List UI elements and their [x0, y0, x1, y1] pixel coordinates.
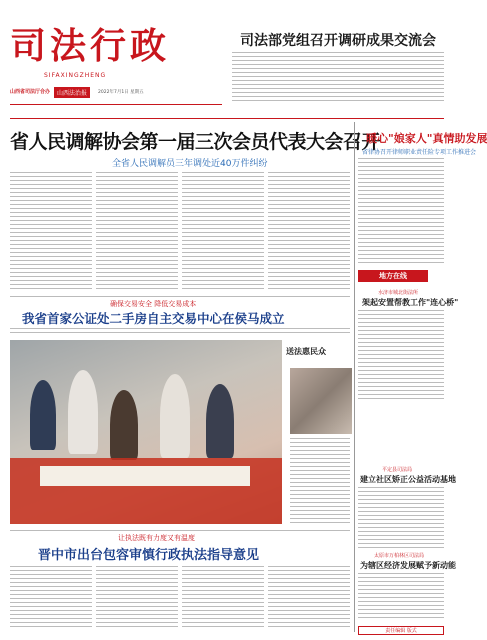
lead-subheadline: 全省人民调解员三年调处近40万件纠纷: [112, 159, 268, 169]
top-story-title[interactable]: 司法部党组召开调研成果交流会: [240, 33, 436, 49]
section-rule-top: [10, 118, 444, 119]
masthead-rule: [10, 104, 222, 105]
lead-body-col-4: [268, 172, 350, 292]
bottom-body-col-4: [268, 566, 350, 632]
masthead-chip: 山西法治报: [54, 87, 90, 98]
bottom-body-col-1: [10, 566, 92, 632]
side-story-subtitle: 省律协召开律师职业责任险专项工作推进会: [362, 149, 477, 156]
masthead-publisher: 山西省司法厅合办: [10, 89, 51, 95]
right-story-2-body: [358, 487, 444, 551]
right-story-3-title[interactable]: 为辖区经济发展赋予新动能: [360, 561, 456, 570]
bottom-body-col-2: [96, 566, 178, 632]
middle-headline[interactable]: 我省首家公证处二手房自主交易中心在侯马成立: [22, 311, 285, 326]
local-online-badge: 地方在线: [358, 270, 428, 282]
top-story-body: [232, 52, 444, 106]
event-photo: [10, 340, 282, 524]
masthead-logo-sub: SIFAXINGZHENG: [44, 72, 107, 79]
right-story-1-body: [358, 310, 444, 402]
right-story-1-kicker: 水济市城北街法所: [378, 290, 419, 296]
column-photo: [290, 368, 352, 434]
side-story-title[interactable]: 暖心"娘家人"真情助发展: [366, 132, 487, 145]
lead-body-col-3: [182, 172, 264, 292]
masthead-date: 2022年7月1日 星期五: [98, 90, 144, 95]
right-story-3-body: [358, 573, 444, 623]
masthead-logo: 司法行政: [10, 25, 171, 67]
lead-body-col-1: [10, 172, 92, 292]
masthead-info-row: [10, 85, 222, 99]
bottom-body-col-3: [182, 566, 264, 632]
bottom-headline[interactable]: 晋中市出台包容审慎行政执法指导意见: [38, 548, 260, 563]
lead-headline[interactable]: 省人民调解协会第一届三次会员代表大会召开: [10, 131, 381, 153]
bottom-kicker: 让执法既有力度又有温度: [118, 534, 195, 542]
right-column-divider: [354, 122, 355, 632]
side-story-body: [358, 158, 444, 266]
lead-body-col-2: [96, 172, 178, 292]
right-story-3-kicker: 太原市万柏林区司法局: [374, 553, 425, 559]
footer-editor-bar: 责任编辑 版式: [358, 626, 444, 635]
top-story: [232, 30, 444, 50]
column-body: [290, 438, 350, 524]
middle-rule: [10, 296, 350, 297]
column-title[interactable]: 送法惠民众: [286, 347, 326, 356]
middle-body: [10, 328, 350, 338]
bottom-rule: [10, 530, 350, 531]
right-story-1-title[interactable]: 架起安置帮教工作"连心桥": [362, 298, 459, 307]
middle-kicker: 确保交易安全 降低交易成本: [110, 300, 197, 308]
right-story-2-title[interactable]: 建立社区矫正公益活动基地: [360, 475, 456, 484]
right-story-2-kicker: 平定县司法局: [382, 467, 413, 473]
